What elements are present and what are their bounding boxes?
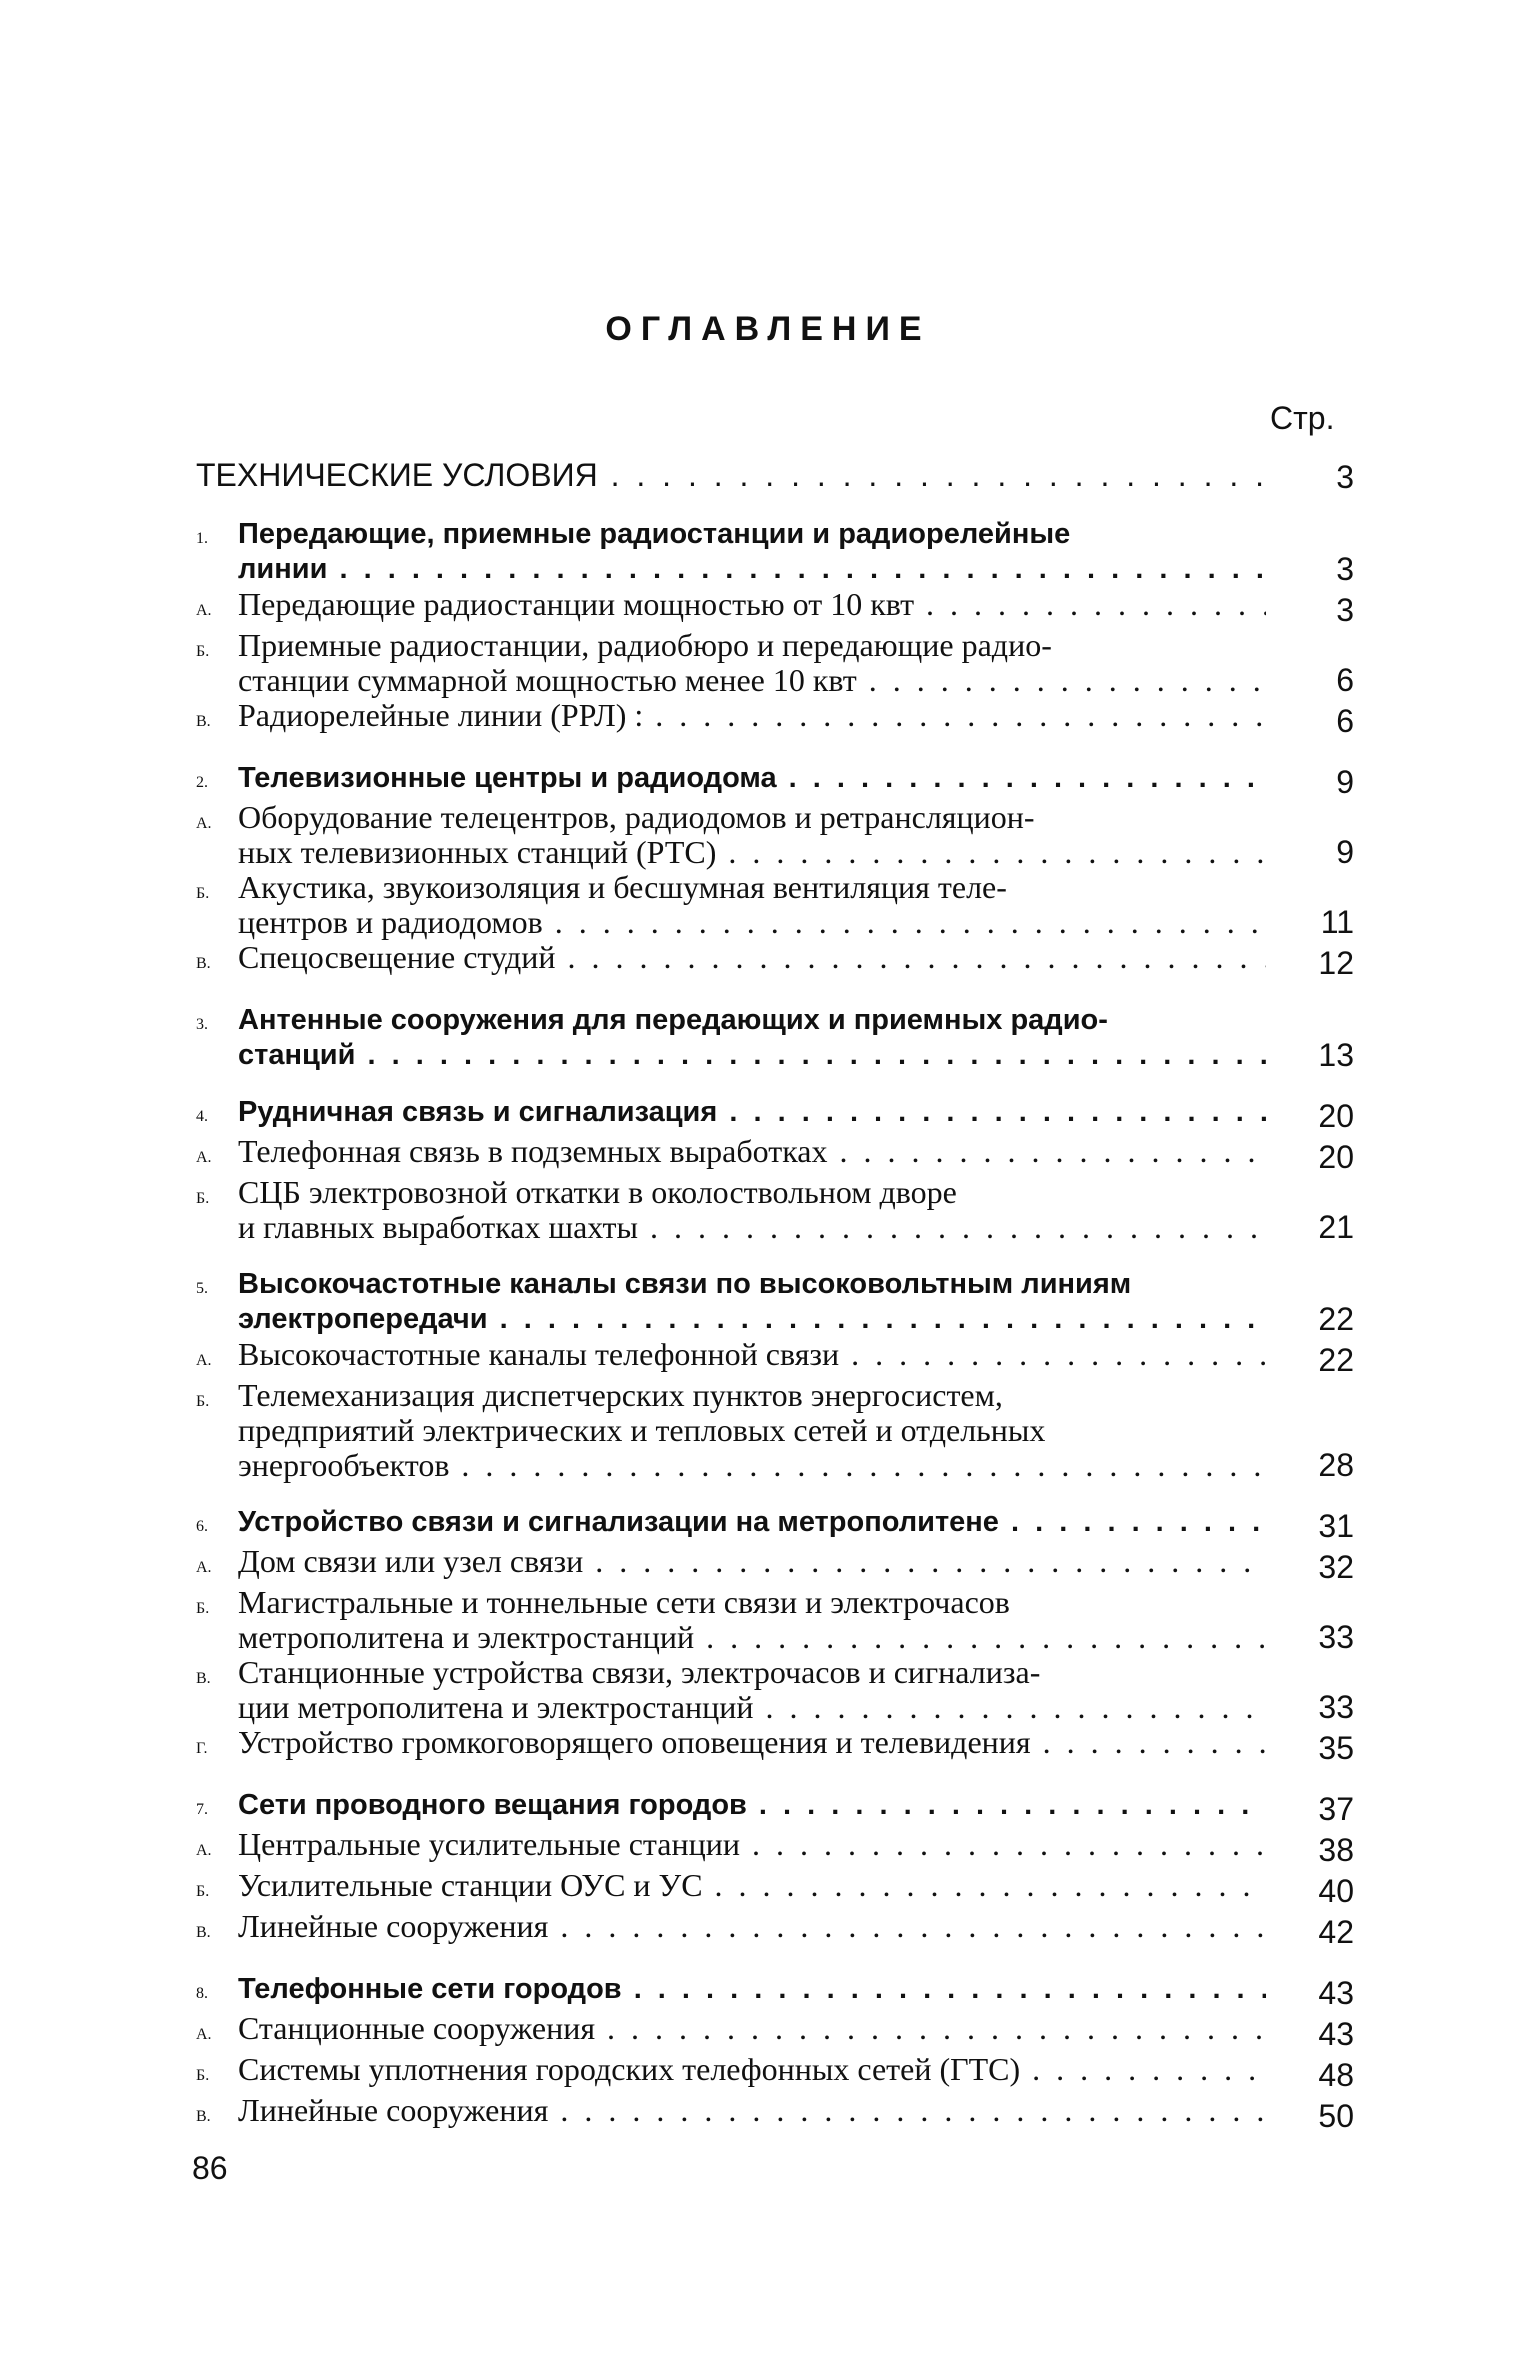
toc-entry-line: станций . . .	[238, 1038, 1266, 1073]
toc-entry	[196, 761, 1354, 800]
toc-entry	[196, 940, 1354, 981]
toc-entry-line: ных телевизионных станций (РТС) . . .	[238, 835, 1266, 870]
toc-entry-number: Г.	[196, 1740, 208, 1757]
toc-entry-line: Телефонные сети городов . . .	[238, 1972, 1266, 2007]
toc-entry-title	[238, 1337, 1266, 1372]
toc-entry-number: А.	[196, 2026, 212, 2043]
toc-entry-line: Магистральные и тоннельные сети связи и электрочасов	[238, 1585, 1010, 1620]
toc-entry-title	[238, 1134, 1266, 1169]
toc-entry-line: Радиорелейные линии (РРЛ) : . . .	[238, 698, 1266, 733]
toc-entry-title	[238, 698, 1266, 733]
toc-entry-page: 43	[1318, 1975, 1354, 2011]
toc-entry	[196, 1788, 1354, 1827]
toc-entry-page: 21	[1318, 1209, 1354, 1245]
toc-entry	[196, 698, 1354, 739]
toc-entry-title	[238, 1267, 1266, 1337]
page-number: 86	[192, 2150, 228, 2186]
toc-entry-number: 5.	[196, 1280, 208, 1297]
toc-entry-page: 11	[1320, 904, 1354, 940]
toc-entry-line: Центральные усилительные станции . . .	[238, 1827, 1266, 1862]
toc-entry-number: Б.	[196, 1190, 210, 1207]
toc-entry-title	[238, 1505, 1266, 1540]
toc-entry	[196, 1972, 1354, 2011]
toc-entry	[196, 870, 1354, 940]
toc-entry-number: А.	[196, 1352, 212, 1369]
toc-entry-line: и главных выработках шахты . . .	[238, 1210, 1266, 1245]
toc-entry-line: Акустика, звукоизоляция и бесшумная вентиляция теле-	[238, 870, 1007, 905]
toc-entry-line: ТЕХНИЧЕСКИЕ УСЛОВИЯ . . .	[196, 455, 1266, 495]
toc-entry	[196, 1585, 1354, 1655]
toc-entry-line: электропередачи . . .	[238, 1302, 1266, 1337]
toc-entry	[196, 1655, 1354, 1725]
toc-entry	[196, 1003, 1354, 1073]
toc-entry-line: Сети проводного вещания городов . . .	[238, 1788, 1266, 1823]
toc-entry-page: 3	[1336, 459, 1354, 495]
toc-entry-page: 13	[1318, 1037, 1354, 1073]
toc-entry-page: 33	[1318, 1689, 1354, 1725]
page-title: ОГЛАВЛЕНИЕ	[605, 310, 931, 348]
toc-entry-line: Станционные устройства связи, электрочасов и сигнализа-	[238, 1655, 1041, 1690]
toc-entry-line: станции суммарной мощностью менее 10 квт . . .	[238, 663, 1266, 698]
toc-entry	[196, 587, 1354, 628]
toc-entry-page: 6	[1336, 703, 1354, 739]
toc-entry	[196, 1827, 1354, 1868]
toc-entry-title	[238, 1725, 1266, 1760]
toc-entry-title	[238, 800, 1266, 870]
toc-entry	[196, 2052, 1354, 2093]
toc-entry-number: 1.	[196, 530, 208, 547]
toc-entry-line: Линейные сооружения . . .	[238, 2093, 1266, 2128]
toc-entry-line: предприятий электрических и тепловых сетей и отдельных	[238, 1412, 1046, 1448]
toc-entry-line: Оборудование телецентров, радиодомов и ретрансляцион-	[238, 800, 1035, 835]
toc-entry-page: 3	[1336, 592, 1354, 628]
toc-entry	[196, 1868, 1354, 1909]
toc-entry	[196, 1909, 1354, 1950]
toc-entry-title	[238, 1003, 1266, 1073]
toc-entry-number: В.	[196, 713, 211, 730]
toc-entry-number: А.	[196, 602, 212, 619]
toc-entry-line: Антенные сооружения для передающих и приемных радио-	[238, 1004, 1108, 1036]
toc-entry-page: 9	[1336, 834, 1354, 870]
toc-entry-page: 33	[1318, 1619, 1354, 1655]
toc-entry-line: Телевизионные центры и радиодома . . .	[238, 761, 1266, 796]
toc-entry-number: А.	[196, 815, 212, 832]
toc-entry-title	[238, 1972, 1266, 2007]
toc-entry-title	[238, 1827, 1266, 1862]
toc-entry-title	[238, 1868, 1266, 1903]
toc-entry-number: Б.	[196, 1883, 210, 1900]
toc-entry-page: 37	[1318, 1791, 1354, 1827]
toc-entry-title	[238, 2052, 1266, 2087]
toc-entry	[196, 628, 1354, 698]
toc-entry-line: Приемные радиостанции, радиобюро и передающие радио-	[238, 628, 1052, 663]
toc-entry	[196, 1175, 1354, 1245]
toc-entry-page: 38	[1318, 1832, 1354, 1868]
toc-entry	[196, 1134, 1354, 1175]
toc-entry-title	[238, 1544, 1266, 1579]
table-of-contents	[196, 455, 1354, 2134]
toc-entry-line: Станционные сооружения . . .	[238, 2011, 1266, 2046]
toc-entry	[196, 1505, 1354, 1544]
toc-entry-title	[238, 1585, 1266, 1655]
toc-entry-page: 43	[1318, 2016, 1354, 2052]
toc-entry-title	[196, 455, 1266, 495]
toc-entry-page: 3	[1336, 551, 1354, 587]
toc-entry-number: 6.	[196, 1518, 208, 1535]
toc-entry-line: энергообъектов . . .	[238, 1448, 1266, 1483]
toc-entry-number: 7.	[196, 1801, 208, 1818]
toc-entry-number: Б.	[196, 1600, 210, 1617]
toc-entry-title	[238, 1788, 1266, 1823]
toc-entry-page: 42	[1318, 1914, 1354, 1950]
toc-entry-title	[238, 1378, 1266, 1483]
toc-entry-page: 31	[1318, 1508, 1354, 1544]
toc-entry-line: Дом связи или узел связи . . .	[238, 1544, 1266, 1579]
toc-entry	[196, 1544, 1354, 1585]
toc-entry-number: А.	[196, 1559, 212, 1576]
toc-entry-line: Высокочастотные каналы телефонной связи . . .	[238, 1337, 1266, 1372]
toc-entry	[196, 2093, 1354, 2134]
toc-entry-line: центров и радиодомов . . .	[238, 905, 1266, 940]
toc-entry-title	[238, 628, 1266, 698]
toc-entry-number: Б.	[196, 1393, 210, 1410]
toc-entry-line: Устройство связи и сигнализации на метрополитене . . .	[238, 1505, 1266, 1540]
toc-entry-title	[238, 1655, 1266, 1725]
toc-entry-title	[238, 517, 1266, 587]
toc-entry	[196, 1095, 1354, 1134]
toc-entry-number: А.	[196, 1149, 212, 1166]
toc-entry-line: Передающие, приемные радиостанции и радиорелейные	[238, 518, 1071, 550]
toc-entry-page: 48	[1318, 2057, 1354, 2093]
toc-entry	[196, 1725, 1354, 1766]
toc-entry-number: В.	[196, 2108, 211, 2125]
toc-entry-number: В.	[196, 1924, 211, 1941]
toc-entry	[196, 517, 1354, 587]
toc-entry-page: 12	[1318, 945, 1354, 981]
toc-entry-title	[238, 2093, 1266, 2128]
page-column-header: Стр.	[1270, 400, 1335, 436]
toc-entry-title	[238, 1095, 1266, 1130]
toc-entry-title	[238, 870, 1266, 940]
toc-entry-page: 40	[1318, 1873, 1354, 1909]
toc-entry-title	[238, 761, 1266, 796]
toc-entry-page: 22	[1318, 1342, 1354, 1378]
toc-entry-page: 20	[1318, 1139, 1354, 1175]
toc-entry	[196, 1267, 1354, 1337]
toc-entry-line: Спецосвещение студий . . .	[238, 940, 1266, 975]
toc-entry-line: ции метрополитена и электростанций . . .	[238, 1690, 1266, 1725]
toc-entry-number: Б.	[196, 2067, 210, 2084]
toc-entry	[196, 1378, 1354, 1483]
toc-entry-number: Б.	[196, 885, 210, 902]
toc-entry-line: метрополитена и электростанций . . .	[238, 1620, 1266, 1655]
toc-entry-page: 20	[1318, 1098, 1354, 1134]
toc-entry-page: 22	[1318, 1301, 1354, 1337]
toc-entry	[196, 2011, 1354, 2052]
toc-entry-number: В.	[196, 1670, 211, 1687]
toc-entry-line: Устройство громкоговорящего оповещения и телевидения . . .	[238, 1725, 1266, 1760]
toc-entry-page: 28	[1318, 1447, 1354, 1483]
toc-entry-line: Телемеханизация диспетчерских пунктов энергосистем,	[238, 1378, 1003, 1413]
toc-entry-number: В.	[196, 955, 211, 972]
toc-entry-title	[238, 1175, 1266, 1245]
toc-entry-line: Усилительные станции ОУС и УС . . .	[238, 1868, 1266, 1903]
toc-entry-line: Рудничная связь и сигнализация . . .	[238, 1095, 1266, 1130]
toc-entry-line: Системы уплотнения городских телефонных сетей (ГТС) . . .	[238, 2052, 1266, 2087]
toc-entry-page: 9	[1336, 764, 1354, 800]
toc-entry-number: 3.	[196, 1016, 208, 1033]
toc-entry-number: Б.	[196, 643, 210, 660]
toc-entry-title	[238, 2011, 1266, 2046]
toc-entry-line: Линейные сооружения . . .	[238, 1909, 1266, 1944]
toc-entry-page: 6	[1336, 662, 1354, 698]
toc-entry	[196, 455, 1354, 495]
toc-entry-line: Высокочастотные каналы связи по высоковольтным линиям	[238, 1268, 1132, 1300]
toc-entry-title	[238, 940, 1266, 975]
toc-entry	[196, 1337, 1354, 1378]
toc-entry-number: 2.	[196, 774, 208, 791]
toc-entry-number: А.	[196, 1842, 212, 1859]
toc-entry-page: 35	[1318, 1730, 1354, 1766]
toc-entry-line: Телефонная связь в подземных выработках . . .	[238, 1134, 1266, 1169]
toc-entry-page: 50	[1318, 2098, 1354, 2134]
toc-entry-page: 32	[1318, 1549, 1354, 1585]
toc-entry-number: 4.	[196, 1108, 208, 1125]
toc-entry-title	[238, 587, 1266, 622]
toc-entry-line: Передающие радиостанции мощностью от 10 квт . . .	[238, 587, 1266, 622]
toc-entry-line: линии . . .	[238, 552, 1266, 587]
toc-entry-number: 8.	[196, 1985, 208, 2002]
toc-entry	[196, 800, 1354, 870]
toc-entry-line: СЦБ электровозной откатки в околоствольном дворе	[238, 1175, 957, 1210]
toc-entry-title	[238, 1909, 1266, 1944]
